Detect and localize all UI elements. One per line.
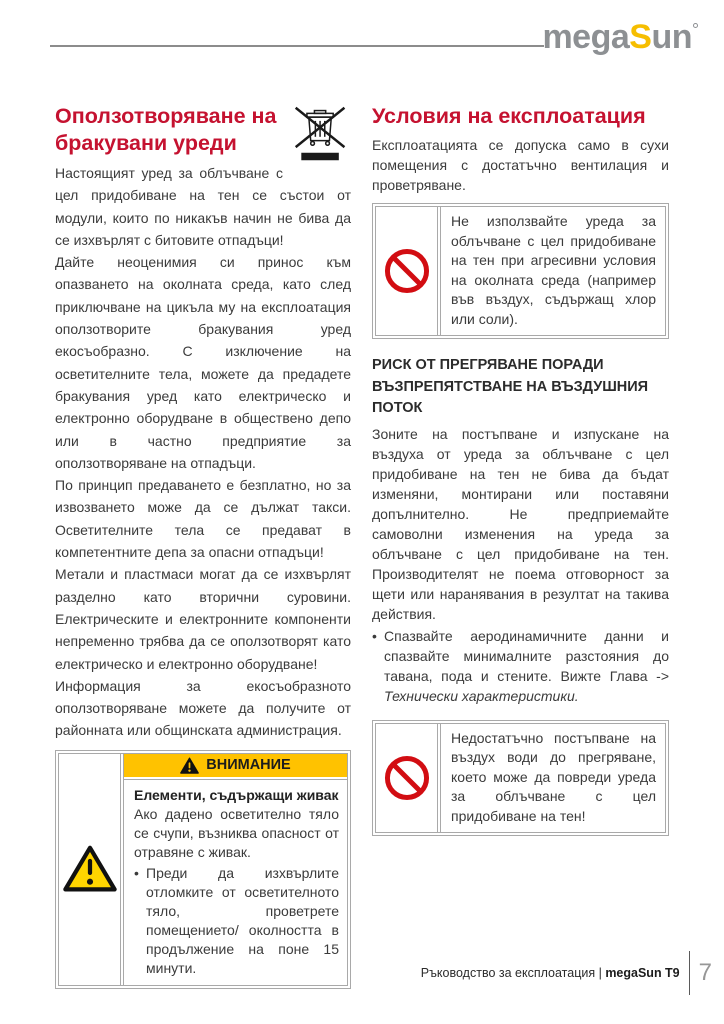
attention-header-bar xyxy=(124,754,347,777)
footer-divider xyxy=(689,951,690,995)
prohibition-icon xyxy=(384,755,430,801)
prohibition-icon xyxy=(384,248,430,294)
bullet-marker: • xyxy=(134,864,139,881)
prohibition-box-airflow xyxy=(372,720,669,837)
warning-text: Ако дадено осветително тяло се счупи, възниква опасност от отравяне с живак. xyxy=(134,805,339,860)
logo-text-un: un xyxy=(651,18,692,56)
warning-triangle-icon xyxy=(62,844,118,894)
disposal-paragraph-5: Информация за екосъобразното оползотворяване можете да получите от районната или общинската администрация. xyxy=(55,677,351,739)
aerodynamic-bullet-prefix: Спазвайте аеродинамичните данни и спазвайте минималните разстояния до тавана, пода и стените. Вижте Глава -> xyxy=(384,627,669,684)
weee-crossed-bin-icon xyxy=(291,105,351,163)
overheating-risk-subheading: РИСК ОТ ПРЕГРЯВАНЕ ПОРАДИ ВЪЗПРЕПЯТСТВАНЕ НА ВЪЗДУШНИЯ ПОТОК xyxy=(372,357,649,416)
page-footer xyxy=(0,950,724,996)
footer-product-name: megaSun T9 xyxy=(605,966,680,980)
prohibition-box-text: Не използвайте уреда за облъчване с цел придобиване на тен при агресивни условия на околната среда (например във въздух, съдържащ хлор или соли). xyxy=(451,213,656,327)
operating-conditions-intro: Експлоатацията се допуска само в сухи помещения с достатъчно вентилация и проветряване. xyxy=(372,137,669,193)
prohibition-box-main xyxy=(440,207,665,335)
operating-conditions-title: Условия на експлоатация xyxy=(372,104,646,128)
attention-header-label: ВНИМАНИЕ xyxy=(206,757,291,774)
warning-subject: Елементи, съдържащи живак xyxy=(134,786,339,803)
prohibition-box-icon-cell xyxy=(376,207,438,335)
bullet-marker: • xyxy=(372,627,377,644)
section-disposal xyxy=(55,103,351,989)
disposal-paragraph-4: Метали и пластмаси могат да се изхвърлят разделно като вторични суровини. Електрическите и електронните компоненти непременно трябва да се оползотворят като електрическо и електронно оборудване! xyxy=(55,566,351,672)
logo-text-mega: mega xyxy=(542,18,630,56)
footer-label-text: Ръководство за експлоатация | xyxy=(420,966,606,980)
logo-text-s: S xyxy=(629,18,652,56)
warning-bullet-text: Преди да изхвърлите отломките от осветителното тяло, проветрете помещението/ околността в продължение на поне 15 минути. xyxy=(146,864,339,976)
attention-triangle-icon xyxy=(180,757,199,774)
prohibition-box-icon-cell xyxy=(376,724,438,833)
disposal-title: Оползотворяване на бракувани уреди xyxy=(55,104,277,155)
logo-registered-mark xyxy=(693,23,698,28)
page-number: 7 xyxy=(698,959,712,986)
prohibition-box-environment xyxy=(372,203,669,339)
disposal-paragraph-3: По принцип предаването е безплатно, но за извозването може да се дължат такси. Осветителните тела се предават в компетентните депа за опасни отпадъци! xyxy=(55,477,351,561)
prohibition-box-main xyxy=(440,724,665,833)
disposal-paragraph-2: Дайте неоценимия си принос към опазването на околната среда, като след приключване на цикъла му на експлоатация оползотворите бракувания уред екосъобразно. С изключение на осветителните тела, можете да предадете бракувания уред като електрическо и електронно оборудване в обществено депо или в частно предприятие за оползотворяване на отпадъци. xyxy=(55,254,351,471)
megasun-logo xyxy=(542,18,698,57)
section-operating-conditions xyxy=(372,103,669,836)
footer-manual-label xyxy=(421,966,680,980)
aerodynamic-bullet-text xyxy=(384,626,669,706)
chapter-reference-italic: Технически характеристики. xyxy=(384,687,579,704)
header-rule xyxy=(50,45,544,47)
aerodynamic-bullet-item xyxy=(372,626,669,706)
prohibition-box-text: Недостатъчно постъпване на въздух води до прегряване, което може да повреди уреда за облъчване с цел придобиване на тен! xyxy=(451,729,656,824)
disposal-paragraph-1: Настоящият уред за облъчване с цел придобиване на тен се състои от модули, които по никакъв начин не бива да се изхвърлят с битовите отпадъци! xyxy=(55,165,351,248)
overheating-risk-body: Зоните на постъпване и изпускане на въздуха от уреда за облъчване с цел придобиване на тен не бива да бъдат изменяни, монтирани или поставяни допълнително. Не предприемайте самоволни изменения на уреда за облъчване с цел придобиване на тен. Производителят не поема отговорност за щети или наранявания в резултат на такива действия. xyxy=(372,425,669,622)
